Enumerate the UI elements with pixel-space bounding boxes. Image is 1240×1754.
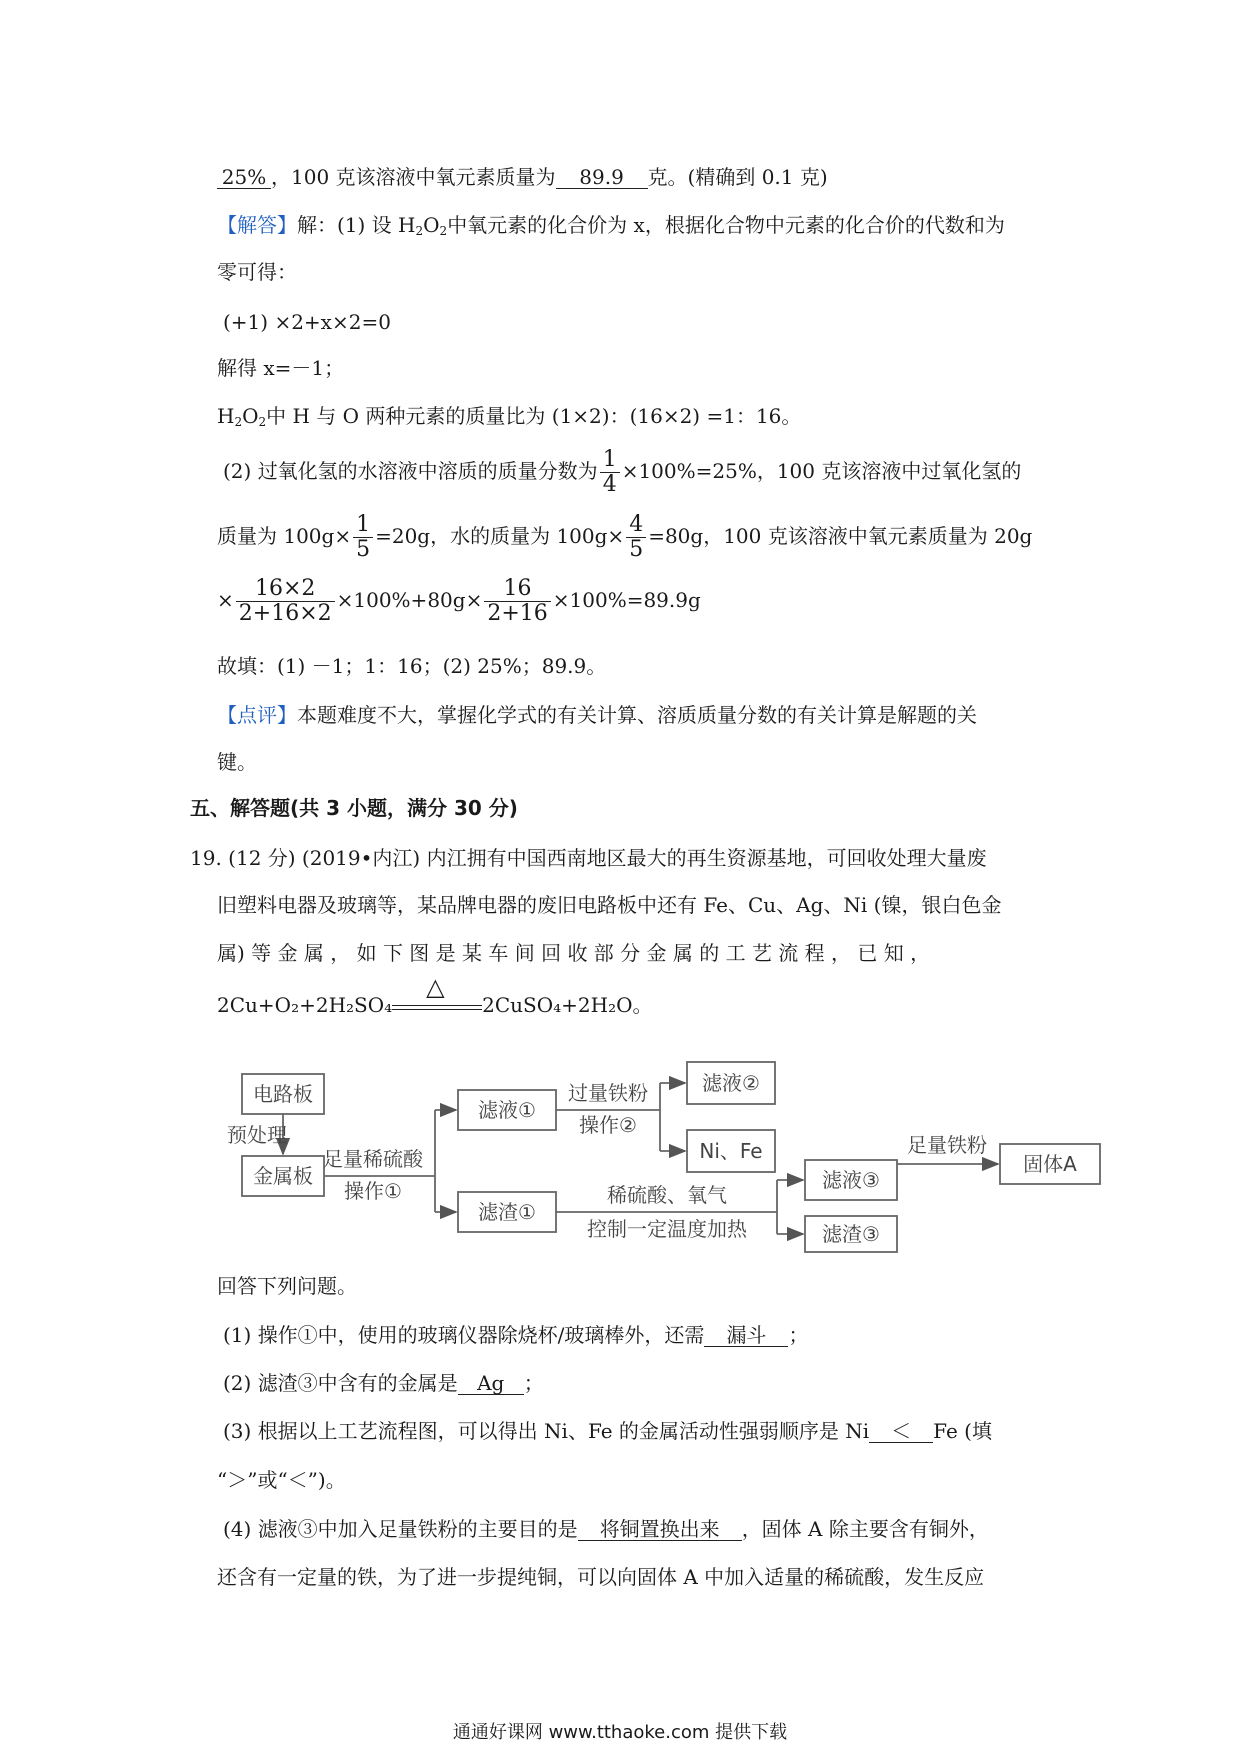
answer-para-2: 零可得： [217,260,297,284]
denominator: 4 [602,472,617,498]
subscript: 2 [415,224,424,238]
numerator: 16×2 [236,577,335,602]
question-1 [223,1325,808,1347]
label-ni-fe: Ni、Fe [699,1139,763,1163]
text: O [242,404,259,428]
label-solid-a: 固体A [1023,1152,1077,1176]
fraction [600,448,620,497]
equation-right: 2CuSO₄+2H₂O。 [482,993,653,1017]
question-4-cont: 还含有一定量的铁，为了进一步提纯铜，可以向固体 A 中加入适量的稀硫酸，发生反应 [217,1565,985,1589]
section-title: 五、解答题(共 3 小题，满分 30 分) [190,796,518,820]
text: (2) 滤渣③中含有的金属是 [223,1371,458,1395]
fraction [236,577,335,626]
fraction [484,577,550,626]
label-pretreat: 预处理 [227,1123,287,1147]
text: 解：(1) 设 H [297,213,416,237]
reaction-arrow [392,972,482,1017]
label-excess-iron: 过量铁粉 [568,1081,648,1105]
label-dilute-acid: 足量稀硫酸 [323,1147,423,1171]
label-enough-iron: 足量铁粉 [907,1133,987,1157]
answer-para-1 [217,215,1005,237]
process-flow-diagram [205,1052,1205,1257]
equation-2: 解得 x=－1； [217,356,345,380]
text: =80g，100 克该溶液中氧元素质量为 20g [648,524,1033,549]
subscript: 2 [439,224,448,238]
text: (3) 根据以上工艺流程图，可以得出 Ni、Fe 的金属活动性强弱顺序是 Ni [223,1419,870,1443]
denominator: 2+16×2 [238,601,332,627]
answer-blank-3: ＜ [869,1421,933,1443]
text: ×100%=25%，100 克该溶液中过氧化氢的 [621,459,1022,484]
denominator: 5 [629,537,644,563]
answer-para-4 [217,513,1032,562]
comment-line-2: 键。 [217,750,257,774]
answer-blank-4: 将铜置换出来 [578,1519,742,1541]
text: (1) 操作①中，使用的玻璃仪器除烧杯/玻璃棒外，还需 [223,1323,705,1347]
comment-line-1 [217,705,977,725]
question-3-cont: “＞”或“＜”)。 [217,1468,346,1492]
text: 本题难度不大，掌握化学式的有关计算、溶质质量分数的有关计算是解题的关 [297,703,977,727]
answer-para-5 [217,577,701,626]
text: ； [523,1371,544,1395]
answer-blank-2: Ag [458,1373,524,1395]
text: ； [788,1323,809,1347]
label-operation-1: 操作① [344,1179,402,1203]
label-residue-3: 滤渣③ [822,1222,880,1246]
answer-para-3 [223,448,1021,497]
subscript: 2 [258,415,267,429]
text: (4) 滤液③中加入足量铁粉的主要目的是 [223,1517,578,1541]
answer-tag: 【解答】 [217,213,297,237]
text: ×100%+80g× [336,588,483,613]
q19-line-2: 旧塑料电器及玻璃等，某品牌电器的废旧电路板中还有 Fe、Cu、Ag、Ni (镍，银白色金 [217,893,1002,917]
text: H [217,404,235,428]
label-filtrate-2: 滤液② [702,1071,760,1095]
text: (2) 过氧化氢的水溶液中溶质的质量分数为 [223,459,598,484]
page-footer: 通通好课网 www.tthaoke.com 提供下载 [452,1722,788,1743]
text: 中 H 与 O 两种元素的质量比为 (1×2)：(16×2) =1：16。 [266,404,802,428]
text: 质量为 100g× [217,524,352,549]
answer-fill: 故填：(1) －1；1：16；(2) 25%；89.9。 [217,654,607,678]
text: ×100%=89.9g [552,588,701,613]
label-acid-oxygen: 稀硫酸、氧气 [607,1183,727,1207]
question-4 [223,1519,989,1541]
text: =20g，水的质量为 100g× [375,524,625,549]
subscript: 2 [234,415,243,429]
text: ，100 克该溶液中氧元素质量为 [271,165,556,189]
q19-line-3: 属) 等 金 属 ， 如 下 图 是 某 车 间 回 收 部 分 金 属 的 工 艺 流 程 ， 已 知 ， [217,941,931,965]
text: ，固体 A 除主要含有铜外， [741,1517,989,1541]
q19-line-1: 19. (12 分) (2019•内江) 内江拥有中国西南地区最大的再生资源基地，可回收处理大量废 [190,846,987,870]
mass-ratio-line [217,406,801,428]
label-circuit-board: 电路板 [253,1082,313,1106]
numerator: 1 [600,448,620,473]
numerator: 4 [626,513,646,538]
text: Fe (填 [933,1419,992,1443]
q19-equation [217,972,653,1017]
blank-percent: 25% [217,167,271,189]
label-residue-1: 滤渣① [478,1200,536,1224]
label-filtrate-1: 滤液① [478,1098,536,1122]
questions-intro: 回答下列问题。 [217,1274,357,1298]
fraction [353,513,373,562]
answer-blank-1: 漏斗 [704,1325,788,1347]
answer-fill-line [217,167,828,189]
text: O [423,213,440,237]
numerator: 1 [353,513,373,538]
label-metal-board: 金属板 [253,1164,313,1188]
denominator: 5 [356,537,371,563]
numerator: 16 [484,577,550,602]
equation-left: 2Cu+O₂+2H₂SO₄ [217,993,393,1017]
question-2 [223,1373,544,1395]
blank-oxygen-mass: 89.9 [556,167,648,189]
label-controlled-heating: 控制一定温度加热 [587,1217,747,1241]
denominator: 2+16 [487,601,548,627]
text: × [217,588,234,613]
comment-tag: 【点评】 [217,703,297,727]
label-operation-2: 操作② [579,1113,637,1137]
text: 克。(精确到 0.1 克) [647,165,828,189]
question-3 [223,1421,992,1443]
fraction [626,513,646,562]
text: 中氧元素的化合价为 x，根据化合物中元素的化合价的代数和为 [447,213,1005,237]
heat-delta: △ [426,972,445,1001]
label-filtrate-3: 滤液③ [822,1168,880,1192]
equation-1: (+1) ×2+x×2=0 [223,310,391,334]
